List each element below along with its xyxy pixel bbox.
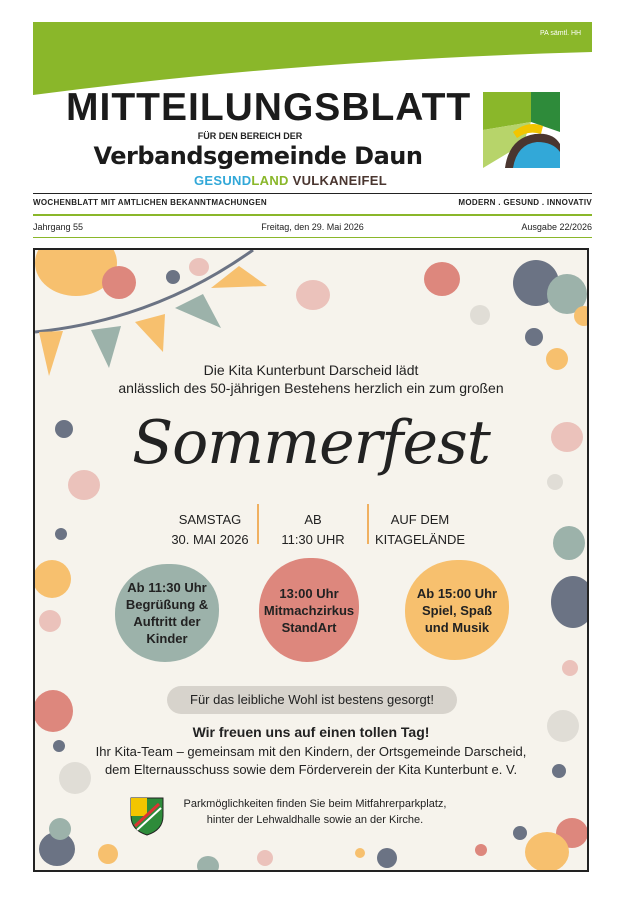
logo-icon: [483, 92, 560, 168]
parking-line-2: hinter der Lehwaldhalle sowie an der Kirche.: [206, 814, 424, 826]
issue-date: Freitag, den 29. Mai 2026: [261, 222, 364, 232]
info-location: AUF DEM KITAGELÄNDE: [374, 512, 466, 547]
program-item: Ab 15:00 Uhr Spiel, Spaß und Musik: [405, 560, 509, 660]
event-poster: [33, 248, 589, 872]
top-rule: [33, 193, 592, 194]
event-title: Sommerfest: [132, 408, 490, 478]
program-item: 13:00 Uhr Mitmachzirkus StandArt: [259, 558, 359, 662]
info-divider: [257, 504, 259, 544]
tagline: GESUNDLAND VULKANEIFEL: [194, 173, 387, 188]
parking-line-1: Parkmöglichkeiten finden Sie beim Mitfahrerparkplatz,: [183, 798, 447, 810]
closing-title: Wir freuen uns auf einen tollen Tag!: [192, 724, 430, 740]
bottom-rule: [33, 237, 592, 238]
info-time: AB 11:30 UHR: [281, 512, 345, 547]
weekly-note: WOCHENBLATT MIT AMTLICHEN BEKANNTMACHUNGEN: [33, 198, 267, 207]
motto: MODERN . GESUND . INNOVATIV: [458, 198, 592, 207]
intro-line-1: Die Kita Kunterbunt Darscheid lädt: [203, 362, 419, 378]
subtitle-small: FÜR DEN BEREICH DER: [197, 131, 303, 141]
volume: Jahrgang 55: [33, 222, 84, 232]
info-date: SAMSTAG 30. MAI 2026: [171, 512, 249, 547]
issue-number: Ausgabe 22/2026: [521, 222, 592, 232]
subtitle-main: Verbandsgemeinde Daun: [93, 142, 423, 170]
closing-line-1: Ihr Kita-Team – gemeinsam mit den Kindern, der Ortsgemeinde Darscheid,: [95, 744, 527, 759]
food-note: Für das leibliche Wohl ist bestens gesorgt!: [167, 686, 457, 714]
pa-note: PA sämtl. HH: [540, 30, 582, 37]
closing-line-2: dem Elternausschuss sowie dem Förderverein der Kita Kunterbunt e. V.: [104, 762, 518, 777]
green-rule: [33, 214, 592, 216]
intro-line-2: anlässlich des 50-jährigen Bestehens herzlich ein zum großen: [118, 380, 504, 396]
program-item: Ab 11:30 Uhr Begrüßung & Auftritt der Kinder: [115, 564, 219, 662]
masthead-title: MITTEILUNGSBLATT: [66, 86, 472, 129]
